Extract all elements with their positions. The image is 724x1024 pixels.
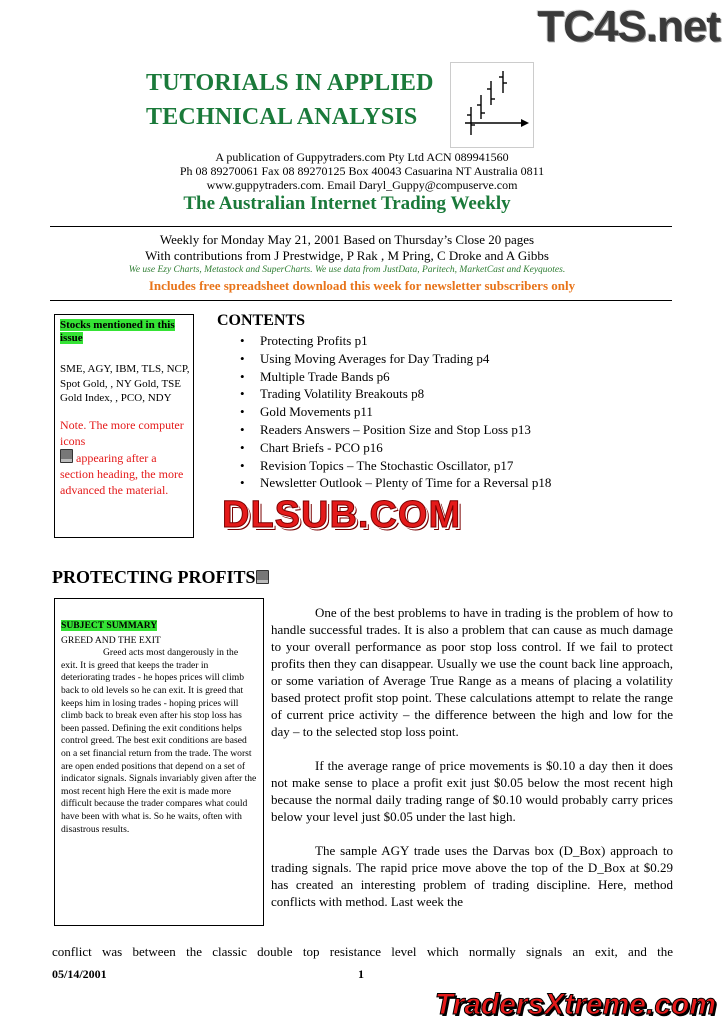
contents-item: • Chart Briefs - PCO p16 <box>236 439 551 457</box>
section-title-text: PROTECTING PROFITS <box>52 567 256 587</box>
contents-item: • Gold Movements p11 <box>236 403 551 421</box>
computer-icon <box>256 570 269 584</box>
article-body <box>271 604 673 910</box>
contents-item: • Newsletter Outlook – Plenty of Time for a Reversal p18 <box>236 474 551 492</box>
section-title <box>52 567 269 588</box>
article-full-width-line: conflict was between the classic double top resistance level which normally signals an exit, and the <box>52 944 673 959</box>
issue-line: Weekly for Monday May 21, 2001 Based on Thursday’s Close 20 pages <box>159 232 535 247</box>
note-text-end: appearing after a section heading, the more advanced the material. <box>60 451 184 497</box>
computer-icon <box>60 449 73 463</box>
contents-item: • Using Moving Averages for Day Trading p4 <box>236 350 551 368</box>
watermark-middle: DLSUB.COM <box>222 494 462 536</box>
advanced-material-note <box>60 417 188 498</box>
article-paragraph: The sample AGY trade uses the Darvas box (D_Box) approach to trading signals. The rapid price move above the top of the D_Box at $0.29 has created an interesting problem of trading discipline. Here, method conflicts with method. Last week the <box>271 843 673 909</box>
contents-item: • Revision Topics – The Stochastic Oscillator, p17 <box>236 457 551 475</box>
contents-item: • Readers Answers – Position Size and Stop Loss p13 <box>236 421 551 439</box>
summary-label: SUBJECT SUMMARY <box>61 620 158 631</box>
stocks-list: SME, AGY, IBM, TLS, NCP, Spot Gold, , NY Gold, TSE Gold Index, , PCO, NDY <box>60 363 190 404</box>
contributors-line: With contributions from J Prestwidge, P Rak , M Pring, C Droke and A Gibbs <box>145 248 549 263</box>
article-paragraph: If the average range of price movements is $0.10 a day then it does not make sense to place a profit exit just $0.05 below the most recent high because the normal daily trading range of $0.10 would probably carry prices below your level just $0.05 under the last high. <box>271 758 673 824</box>
contents-item: • Trading Volatility Breakouts p8 <box>236 385 551 403</box>
header-divider-top <box>50 226 672 227</box>
chart-logo <box>450 62 534 148</box>
header-divider-bottom <box>50 300 672 301</box>
chart-logo-icon <box>451 63 533 147</box>
publisher-line-3: www.guppytraders.com. Email Daryl_Guppy@compuserve.com <box>206 178 518 192</box>
note-text-start: Note. The more computer icons <box>60 418 184 448</box>
stocks-heading-text: Stocks mentioned in this issue <box>60 319 175 344</box>
summary-subheading: GREED AND THE EXIT <box>61 634 161 646</box>
publisher-line-2: Ph 08 89270061 Fax 08 89270125 Box 40043 Casuarina NT Australia 0811 <box>179 164 545 178</box>
contents-heading: CONTENTS <box>217 312 306 329</box>
watermark-bottom: TradersXtreme.com <box>434 988 716 1021</box>
footer-date: 05/14/2001 <box>52 967 107 981</box>
summary-body: Greed acts most dangerously in the exit. It is greed that keeps the trader in deteriorating trades - he hopes prices will climb back to old levels so he can exit. It is greed that keeps him in losing trades - hoping prices will climb back to break even after his stop loss has been passed. Defining the exit conditions helps control greed. The best exit conditions are based on a set financial return from the trade. The worst are open ended positions that depend on a set of indicator signals. Signals invariably given after the most recent high Here the exit is made more difficult because the trader compares what could have been with what is. So he waits, often with disastrous results. <box>61 647 257 835</box>
contents-item: • Multiple Trade Bands p6 <box>236 368 551 386</box>
title-line-1: TUTORIALS IN APPLIED <box>146 70 434 96</box>
article-paragraph: One of the best problems to have in trading is the problem of how to handle successful trades. It is also a problem that can cause as much damage to your overall performance as poor stop loss control. If we fail to protect profits then they can disappear. Usually we use the count back line approach, or some variation of Average True Range as a means of placing a volatility based protect profit stop point. These calculations attempt to relate the range of current price activity – the difference between the high and low for the day – to the selected stop loss point. <box>271 605 673 739</box>
subject-summary-text <box>61 620 257 836</box>
publisher-line-1: A publication of Guppytraders.com Pty Ltd ACN 089941560 <box>215 150 509 164</box>
data-sources-line: We use Ezy Charts, Metastock and SuperCharts. We use data from JustData, Paritech, MarketCast and Keyquotes. <box>128 265 566 275</box>
download-notice: Includes free spreadsheet download this week for newsletter subscribers only <box>148 278 576 293</box>
title-line-2: TECHNICAL ANALYSIS <box>146 104 418 130</box>
page-number: 1 <box>358 967 364 981</box>
contents-list <box>236 332 551 492</box>
stocks-box-heading <box>60 319 188 345</box>
weekly-title: The Australian Internet Trading Weekly <box>183 193 511 214</box>
contents-item: • Protecting Profits p1 <box>236 332 551 350</box>
newsletter-title <box>146 66 434 134</box>
watermark-top: TC4S.net <box>537 2 720 51</box>
